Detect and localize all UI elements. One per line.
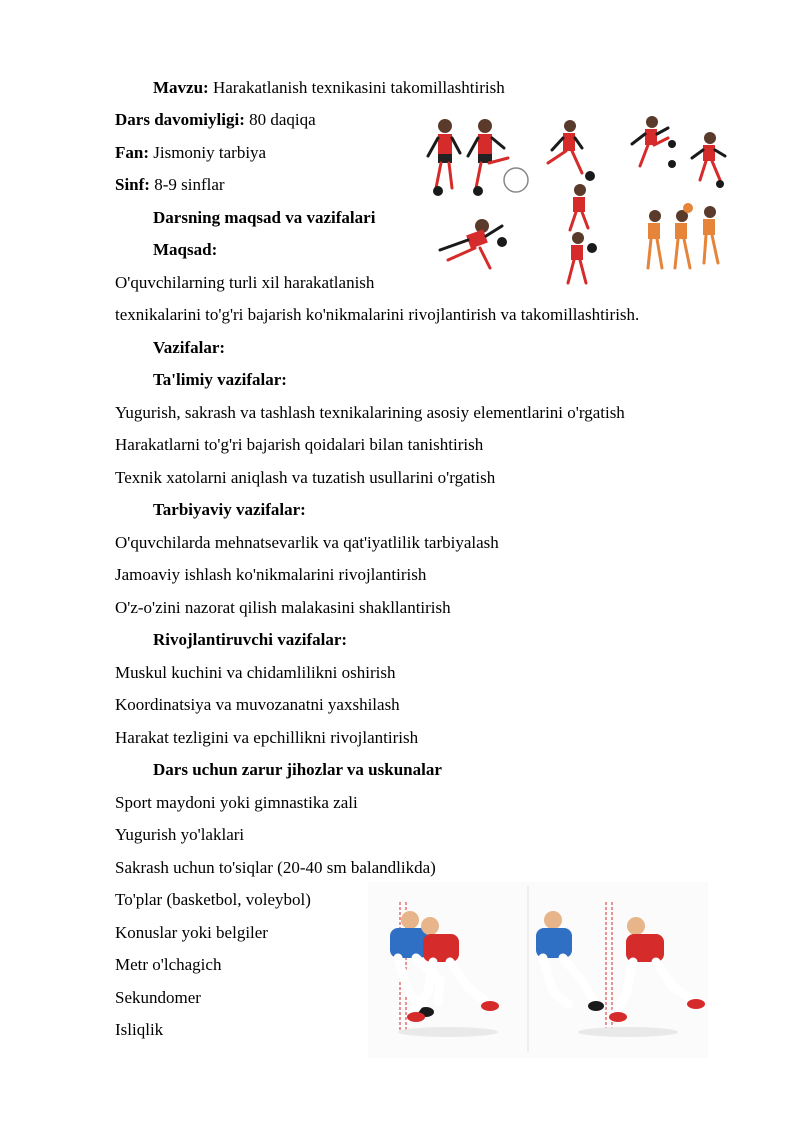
aim-line-2: texnikalarini to'g'ri bajarish ko'nikmalarini rivojlantirish va takomillashtirish.	[115, 305, 640, 324]
subject-label: Fan:	[115, 143, 149, 162]
educational-heading: Ta'limiy vazifalar:	[153, 370, 287, 389]
equipment-item: Isliqlik	[115, 1020, 164, 1039]
equipment-item: Sekundomer	[115, 988, 201, 1007]
developing-heading: Rivojlantiruvchi vazifalar:	[153, 630, 348, 649]
topic-line	[153, 78, 505, 98]
equipment-item: Yugurish yo'laklari	[115, 825, 245, 844]
developing-item: Muskul kuchini va chidamlilikni oshirish	[115, 663, 396, 682]
upbringing-item: O'z-o'zini nazorat qilish malakasini shakllantirish	[115, 598, 451, 617]
equipment-item: Konuslar yoki belgiler	[115, 923, 268, 942]
equipment-heading: Dars uchun zarur jihozlar va uskunalar	[153, 760, 442, 779]
class-label: Sinf:	[115, 175, 150, 194]
aim-line-1: O'quvchilarning turli xil harakatlanish	[115, 273, 375, 292]
tasks-heading: Vazifalar:	[153, 338, 226, 357]
class-value: 8-9 sinflar	[154, 175, 225, 194]
running-players-illustration	[368, 882, 708, 1058]
subject-value: Jismoniy tarbiya	[153, 143, 267, 162]
educational-item: Yugurish, sakrash va tashlash texnikalarining asosiy elementlarini o'rgatish	[115, 403, 625, 422]
educational-item: Harakatlarni to'g'ri bajarish qoidalari bilan tanishtirish	[115, 435, 484, 454]
upbringing-item: O'quvchilarda mehnatsevarlik va qat'iyatlilik tarbiyalash	[115, 533, 499, 552]
equipment-item: Sakrash uchun to'siqlar (20-40 sm balandlikda)	[115, 858, 436, 877]
running-players-svg	[368, 882, 708, 1058]
topic-value: Harakatlanish texnikasini takomillashtirish	[212, 78, 505, 97]
aim-heading: Maqsad:	[153, 240, 218, 259]
duration-label: Dars davomiyligi:	[115, 110, 245, 129]
subject-line	[115, 143, 266, 163]
developing-item: Harakat tezligini va epchillikni rivojlantirish	[115, 728, 419, 747]
developing-item: Koordinatsiya va muvozanatni yaxshilash	[115, 695, 400, 714]
duration-line	[115, 110, 316, 130]
goals-heading: Darsning maqsad va vazifalari	[153, 208, 376, 227]
upbringing-item: Jamoaviy ishlash ko'nikmalarini rivojlantirish	[115, 565, 427, 584]
upbringing-heading: Tarbiyaviy vazifalar:	[153, 500, 306, 519]
topic-label: Mavzu:	[153, 78, 209, 97]
football-figures-svg	[420, 108, 750, 293]
duration-value: 80 daqiqa	[249, 110, 316, 129]
equipment-item: Metr o'lchagich	[115, 955, 222, 974]
equipment-item: Sport maydoni yoki gimnastika zali	[115, 793, 358, 812]
class-line	[115, 175, 225, 195]
educational-item: Texnik xatolarni aniqlash va tuzatish usullarini o'rgatish	[115, 468, 496, 487]
equipment-item: To'plar (basketbol, voleybol)	[115, 890, 311, 909]
football-technique-illustration	[420, 108, 750, 293]
